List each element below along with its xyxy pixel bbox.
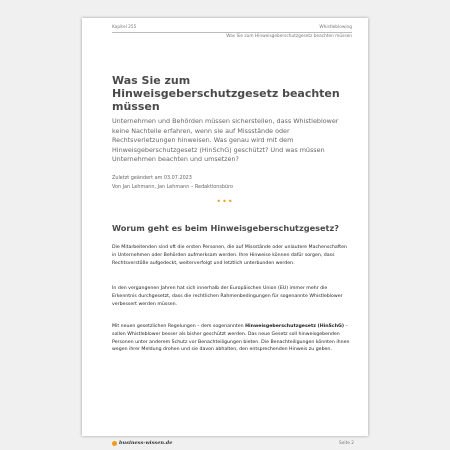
p3-text-end: – sollen Whistleblower besser als bisher geschützt werden. Das neue Gesetz soll hinweisgebenden Personen unter anderem Schutz vor Benachteiligungen bieten. Die Benachteiligungen könnten ihnen wegen ihrer Meldung drohen und sie davon abhalten, den entsprechenden Hinweis zu geben. — [112, 324, 350, 353]
updated-date: Zuletzt geändert am 03.07.2023 — [112, 175, 192, 181]
logo-text: business-wissen.de — [119, 440, 173, 446]
p3-text-start: Mit neuen gesetzlichen Regelungen – dem sogenannten — [112, 324, 246, 329]
page-number: Seite 2 — [339, 440, 354, 446]
section-heading: Worum geht es beim Hinweisgeberschutzgesetz? — [112, 223, 339, 233]
document-page — [82, 18, 368, 446]
body-paragraph-2: In den vergangenen Jahren hat sich innerhalb der Europäischen Union (EU) immer mehr die Erkenntnis durchgesetzt, dass die rechtlichen Rahmenbedingungen für sogenannte Whistleblower verbessert werden müssen. — [112, 286, 343, 307]
header-subtitle: Was Sie zum Hinweisgeberschutzgesetz beachten müssen — [112, 32, 352, 39]
body-paragraph-3 — [112, 323, 352, 354]
header-section: Whistleblowing — [319, 25, 352, 30]
page-footer — [112, 440, 354, 446]
p3-bold-term: Hinweisgeberschutzgesetz (HinSchG) — [245, 324, 345, 329]
page-header — [112, 25, 352, 39]
site-logo — [112, 440, 172, 446]
separator-dots: ••• — [216, 197, 234, 206]
page-title: Was Sie zum Hinweisgeberschutzgesetz beachten müssen — [112, 74, 340, 113]
lead-paragraph: Unternehmen und Behörden müssen sicherstellen, dass Whistleblower keine Nachteile erfahren, wenn sie auf Missstände oder Rechtsverletzungen hinweisen. Was genau wird mit dem Hinweisgeberschutzgesetz (HinSchG) geschützt? Und was müssen Unternehmen beachten und umsetzen? — [112, 117, 339, 164]
header-chapter: Kapitel 255 — [112, 25, 137, 30]
logo-dot-icon — [112, 441, 117, 446]
body-paragraph-1: Die Mitarbeitenden sind oft die ersten Personen, die auf Missstände oder unlautere Machenschaften in Unternehmen oder Behörden aufmerksam werden. Ihre Hinweise können dafür sorgen, dass Rechtsverstöße aufgedeckt, weiterverfolgt und letztlich unterbunden werden. — [112, 245, 347, 266]
author-line: Von Jan Lehmann, Jan Lehmann – Redaktionsbüro — [112, 184, 234, 190]
article-meta — [112, 174, 233, 192]
